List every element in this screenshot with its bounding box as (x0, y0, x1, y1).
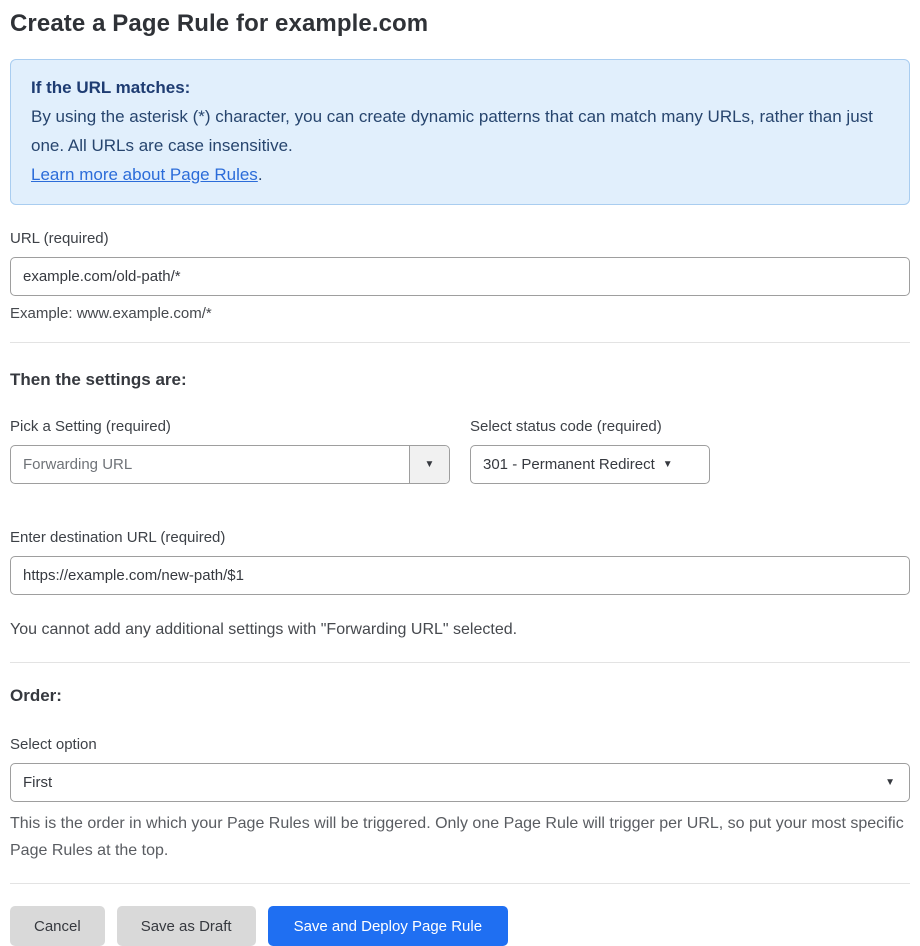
destination-url-label: Enter destination URL (required) (10, 529, 226, 546)
order-section (10, 686, 910, 864)
forwarding-url-note: You cannot add any additional settings with "Forwarding URL" selected. (10, 621, 518, 638)
destination-url-input[interactable] (10, 556, 910, 595)
settings-section (10, 370, 910, 639)
status-code-select-group (470, 418, 710, 484)
info-box-heading: If the URL matches: (31, 78, 191, 97)
status-code-select-label: Select status code (required) (470, 418, 662, 435)
divider (10, 662, 910, 663)
save-and-deploy-button[interactable]: Save and Deploy Page Rule (268, 906, 508, 946)
divider (10, 342, 910, 343)
link-suffix: . (257, 165, 263, 184)
order-helper-text: This is the order in which your Page Rules will be triggered. Only one Page Rule will trigger per URL, so put your most specific Page Rules at the top. (10, 815, 904, 859)
url-input[interactable] (10, 257, 910, 296)
order-select-value: First (23, 774, 53, 791)
url-match-info-box (10, 59, 910, 205)
setting-select-arrow-button[interactable] (409, 446, 449, 483)
chevron-down-icon: ▼ (885, 776, 895, 788)
chevron-down-icon: ▼ (424, 458, 435, 470)
form-actions (10, 906, 910, 946)
setting-select-group (10, 418, 450, 484)
save-as-draft-button[interactable]: Save as Draft (117, 906, 256, 946)
order-heading: Order: (10, 686, 62, 705)
order-select-label: Select option (10, 736, 97, 753)
setting-select-value: Forwarding URL (23, 456, 133, 473)
status-code-select[interactable] (470, 445, 710, 484)
cancel-button[interactable]: Cancel (10, 906, 105, 946)
status-code-select-value: 301 - Permanent Redirect (483, 456, 655, 473)
learn-more-link[interactable]: Learn more about Page Rules (31, 165, 258, 184)
settings-selects-row (10, 418, 910, 484)
info-box-link-line (31, 160, 889, 189)
info-box-body: By using the asterisk (*) character, you can create dynamic patterns that can match many URLs, rather than just one. All URLs are case insensitive. (31, 107, 873, 155)
order-select[interactable] (10, 763, 910, 802)
url-field-label: URL (required) (10, 230, 109, 247)
url-section (10, 230, 910, 322)
chevron-down-icon: ▼ (662, 458, 673, 470)
setting-select-label: Pick a Setting (required) (10, 418, 171, 435)
setting-select[interactable] (10, 445, 450, 484)
page-title: Create a Page Rule for example.com (10, 10, 429, 37)
settings-heading: Then the settings are: (10, 370, 187, 389)
url-example-helper: Example: www.example.com/* (10, 305, 212, 322)
divider (10, 883, 910, 884)
